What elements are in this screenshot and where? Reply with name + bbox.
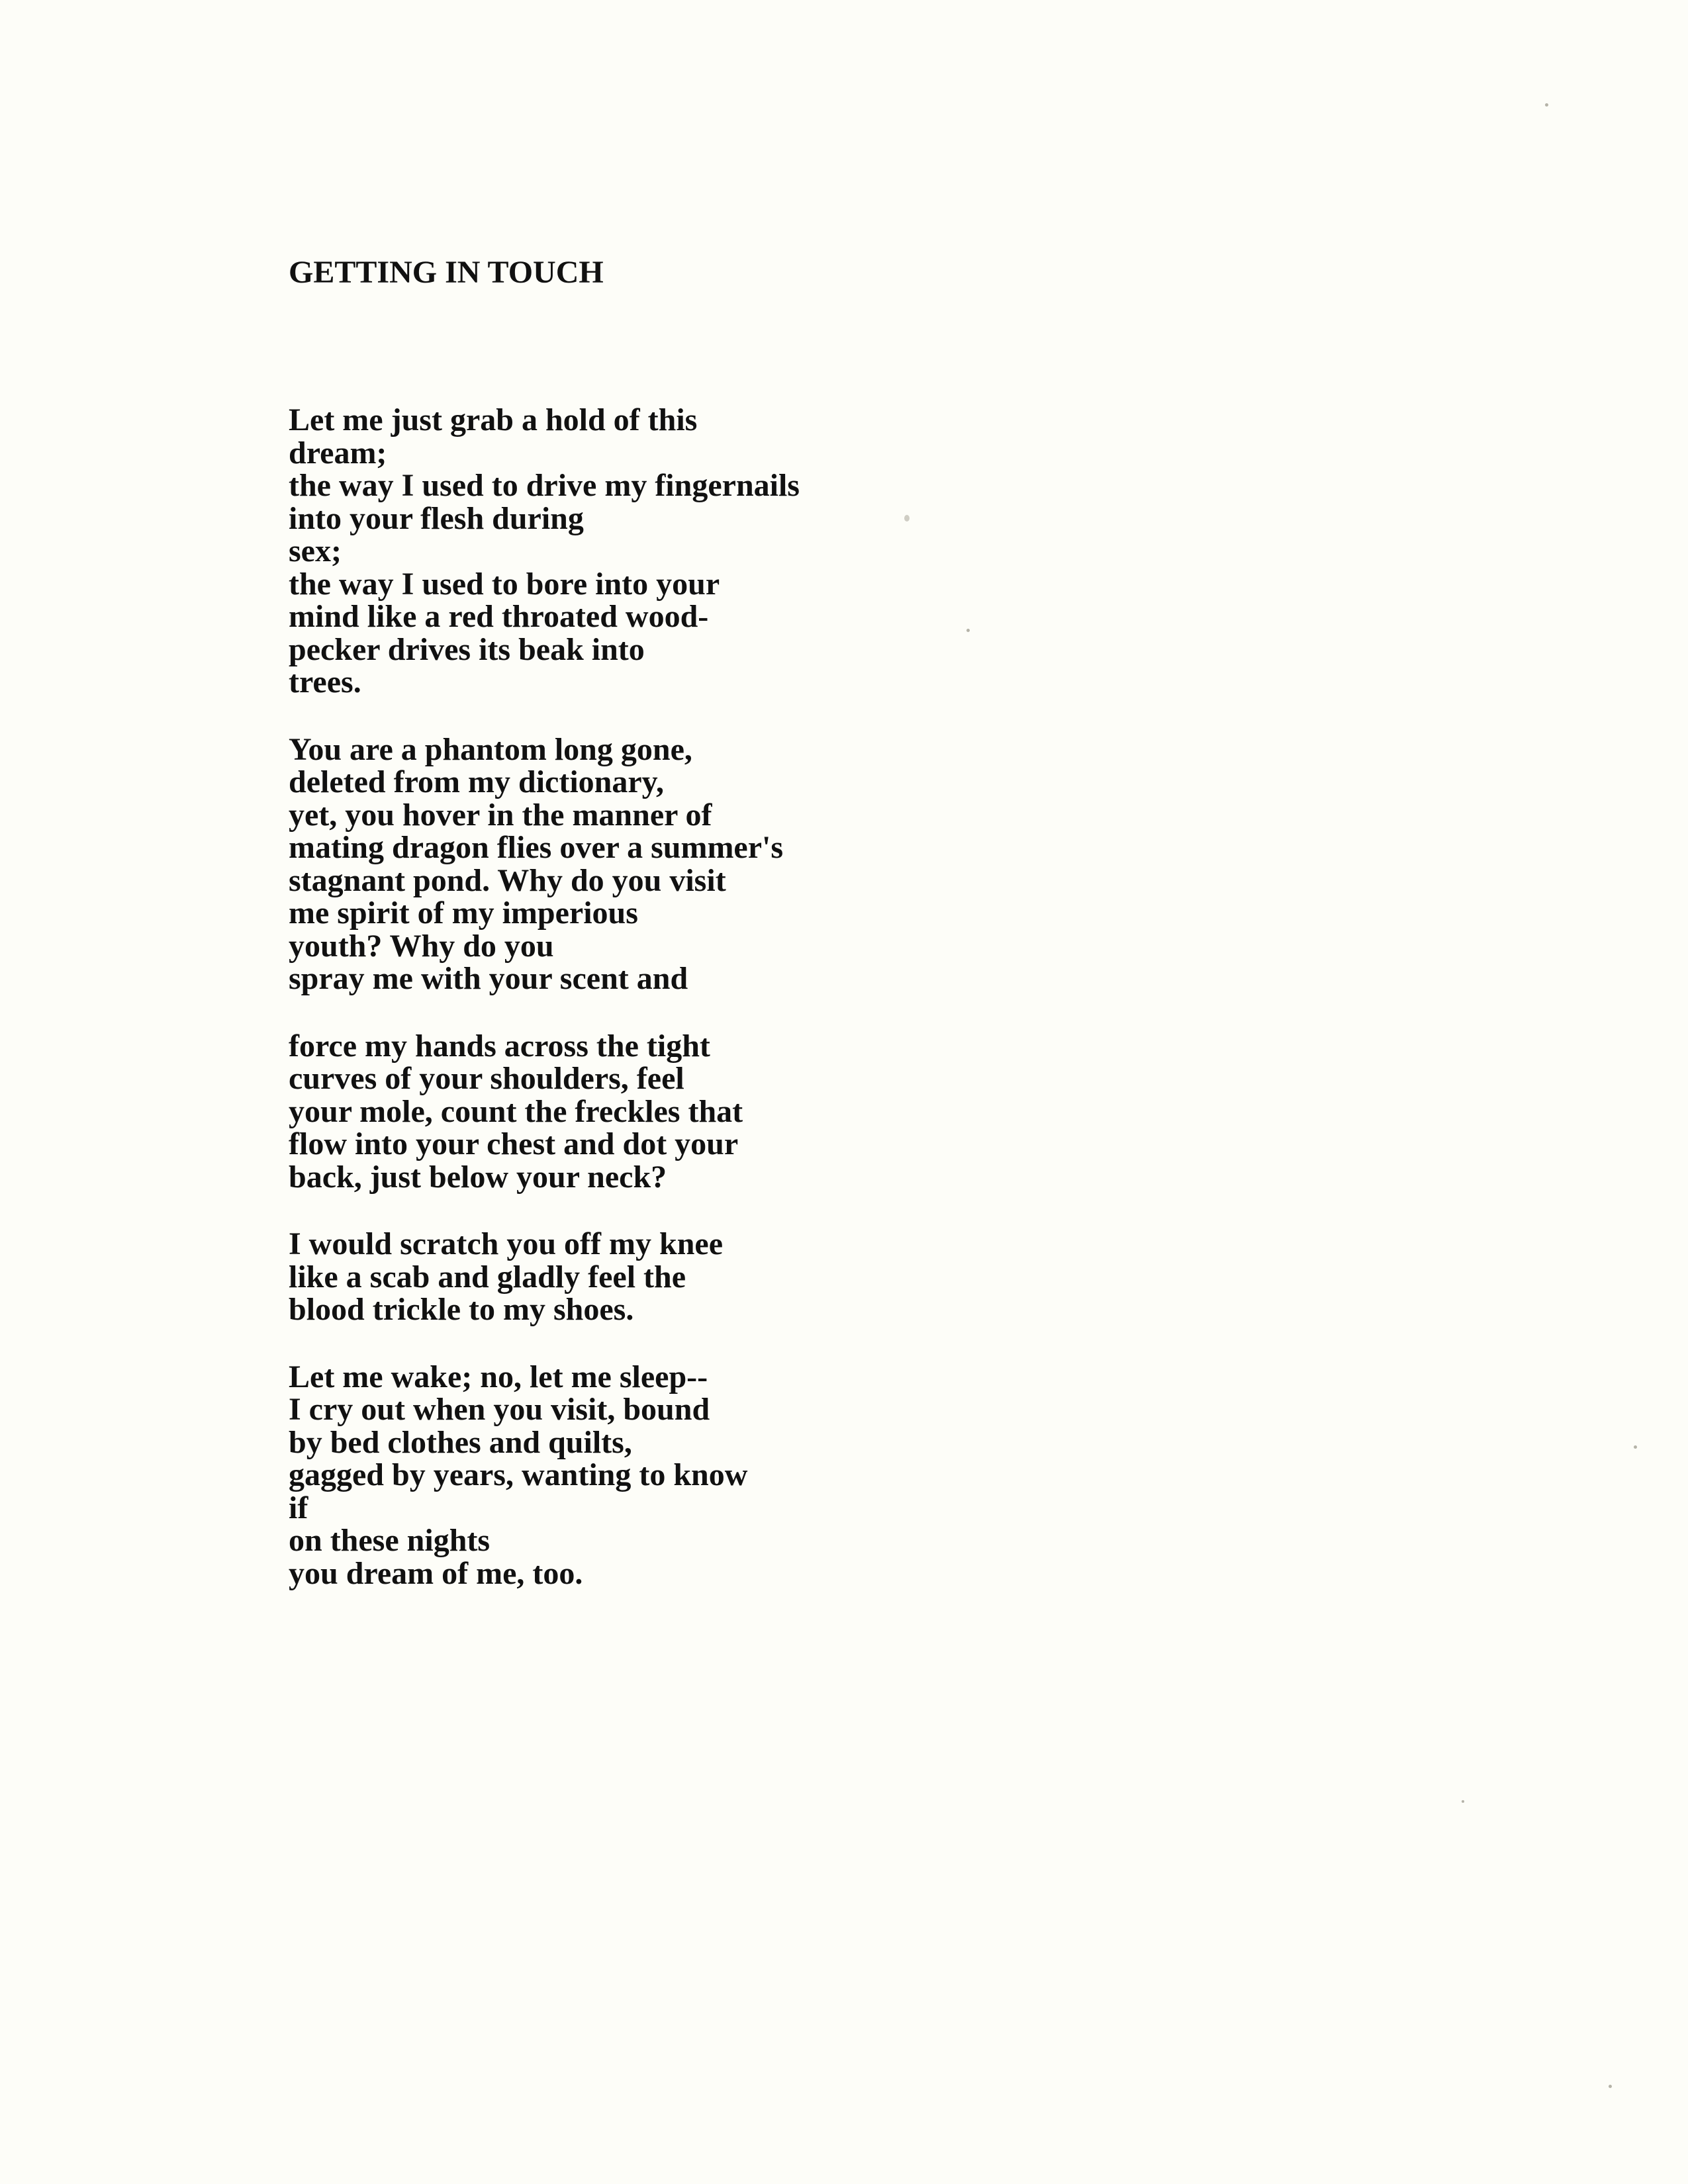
poem-line: like a scab and gladly feel the [289, 1259, 686, 1295]
poem-line: pecker drives its beak into [289, 631, 645, 667]
poem-line: sex; [289, 533, 342, 569]
poem-line: spray me with your scent and [289, 961, 688, 996]
paper-speck [1545, 103, 1548, 107]
poem-line: trees. [289, 664, 361, 700]
poem-line: deleted from my dictionary, [289, 764, 665, 799]
poem-line: Let me just grab a hold of this [289, 402, 698, 437]
stanza-2 [289, 733, 1282, 995]
poem-line: youth? Why do you [289, 928, 554, 964]
poem-line: I would scratch you off my knee [289, 1226, 723, 1261]
poem-line: me spirit of my imperious [289, 895, 638, 931]
poem-line: the way I used to drive my fingernails [289, 468, 800, 503]
poem-line: on these nights [289, 1523, 491, 1558]
stanza-5 [289, 1361, 1282, 1590]
poem-line: I cry out when you visit, bound [289, 1392, 710, 1427]
poem-title: GETTING IN TOUCH [289, 255, 604, 290]
poem-line: into your flesh during [289, 500, 584, 536]
stanza-3 [289, 1030, 1282, 1194]
poem-line: You are a phantom long gone, [289, 731, 692, 767]
poem-line: yet, you hover in the manner of [289, 797, 712, 833]
stanza-4 [289, 1228, 1282, 1326]
poem-line: stagnant pond. Why do you visit [289, 862, 726, 898]
poem-line: flow into your chest and dot your [289, 1126, 739, 1161]
poem-line: mating dragon flies over a summer's [289, 830, 784, 865]
paper-speck [1462, 1800, 1464, 1803]
poem-line: the way I used to bore into your [289, 566, 720, 602]
poem-line: you dream of me, too. [289, 1555, 583, 1591]
paper-speck [1634, 1445, 1637, 1449]
stanza-1 [289, 404, 1282, 699]
poem-line: force my hands across the tight [289, 1028, 710, 1064]
poem-line: your mole, count the freckles that [289, 1093, 743, 1129]
poem-line: if [289, 1490, 308, 1525]
poem-line: dream; [289, 435, 387, 471]
paper-speck [1609, 2085, 1612, 2088]
paper-speck [966, 629, 970, 632]
poem-line: blood trickle to my shoes. [289, 1292, 634, 1327]
paper-speck [904, 515, 910, 522]
poem-line: gagged by years, wanting to know [289, 1457, 748, 1492]
poem-line: back, just below your neck? [289, 1159, 667, 1195]
poem-line: mind like a red throated wood- [289, 599, 709, 634]
poem-body [289, 404, 1282, 1624]
poem-line: by bed clothes and quilts, [289, 1424, 632, 1460]
poem-line: Let me wake; no, let me sleep-- [289, 1359, 708, 1394]
poem-line: curves of your shoulders, feel [289, 1061, 684, 1096]
